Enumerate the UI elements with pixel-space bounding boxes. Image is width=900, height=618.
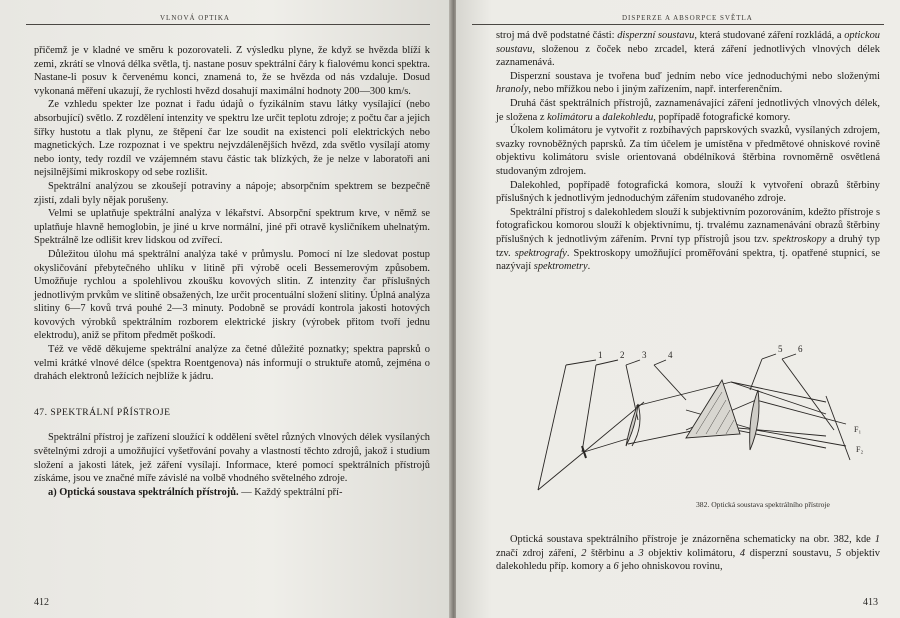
- leader-line: [538, 365, 566, 490]
- italic-term: dalekohledu: [602, 111, 654, 123]
- italic-term: hranoly: [496, 84, 529, 96]
- leader-line: [654, 360, 666, 365]
- text-run: , složenou z čoček nebo zrcadel, která záření jednotlivých vlnových délek zaznamenává.: [496, 43, 880, 69]
- telescope-lens: [750, 390, 759, 450]
- italic-number: 4: [739, 547, 746, 559]
- leader-line: [782, 354, 796, 359]
- text-run: a druhý typ tzv.: [496, 233, 880, 259]
- italic-term: optickou soustavu: [496, 30, 880, 55]
- figure-label: 5: [778, 344, 783, 354]
- section-heading: 47. SPEKTRÁLNÍ PŘÍSTROJE: [34, 406, 171, 418]
- text-run: štěrbinu a: [586, 547, 639, 559]
- leader-line: [750, 359, 762, 390]
- text-run: Disperzní soustava je tvořena buď jedním nebo více jednoduchými nebo složenými: [510, 70, 880, 82]
- left-header-rule: [26, 24, 430, 25]
- figure-caption: 382. Optická soustava spektrálního přístroje: [696, 500, 830, 509]
- list-item: [34, 486, 430, 500]
- leader-line: [582, 365, 596, 452]
- ray: [731, 382, 826, 402]
- text-run: , popřípadě fotografické komory.: [653, 111, 791, 123]
- text-run: Druhá část spektrálních přístrojů, zaznamenávající záření jednotlivých vlnových délek, je složena z: [496, 97, 880, 123]
- text-run: Spektrální přístroj s dalekohledem slouží k subjektivním pozorováním, kdežto přístroje s fotografickou komorou slouží k objektivnímu, tj. trvalému zaznamenávání obrazů štěrbiny příslušných k jednotlivým zářením. První typ přístrojů jsou tzv.: [496, 206, 880, 245]
- left-paragraph: Spektrální přístroj je zařízení sloužící k oddělení světel různých vlnových délek vysílaných světelnými zdroji a umožňující vyšetřování povahy a vlastností těchto zdrojů, jakož i studium složení a jakosti látek, jež záření vysílají. Informace, které pomocí spektrálních přístrojů získáme, jsou ve značné míře závislé na volbě vhodného světelného zdroje.: [34, 432, 430, 485]
- left-body-text: [34, 44, 430, 499]
- ray: [584, 438, 630, 452]
- text-run: značí zdroj záření,: [496, 547, 582, 559]
- collimator-lens: [626, 404, 638, 446]
- italic-number: 3: [638, 547, 644, 559]
- text-run: a: [592, 111, 603, 123]
- italic-number: 6: [613, 561, 619, 573]
- right-header-rule: [472, 24, 884, 25]
- dispersing-prism: [686, 380, 740, 438]
- left-running-head: VLNOVÁ OPTIKA: [160, 14, 230, 22]
- left-paragraph: Důležitou úlohu má spektrální analýza také v průmyslu. Pomocí ní lze sledovat postup okysličování přebytečného uhlíku v litině při výrobě oceli Bessemerovým způsobem. Umožňuje rychlou a spolehlivou zkoušku kovových slitin. Z intenzity čar příslušných jednotlivým prvkům ve slitině obsažených, lze určit procentuální složení slitiny. Úplná analýza slitiny 6—7 kovů trvá pouhé 2—3 minuty. Podobně se provádí kontrola jakosti hotových kovových výrobků spektrálním rozborem elektrické jiskry (výrobek přitom tvoří jednu elektrodu), aniž se přitom předmět poškodí.: [34, 248, 430, 342]
- text-run: Optická soustava spektrálního přístroje je znázorněna schematicky na obr. 382, kde: [510, 534, 875, 545]
- leader-line: [566, 360, 596, 365]
- right-paragraph: Dalekohled, popřípadě fotografická komora, slouží k vytvoření obrazů štěrbiny příslušných k jednotlivým jednoduchým zářením studovaného zdroje.: [496, 179, 880, 205]
- right-paragraph: [496, 70, 880, 97]
- figure-label: 6: [798, 344, 803, 354]
- text-run: objektiv dalekohledu příp. komory a: [496, 547, 880, 573]
- italic-number: 1: [874, 534, 880, 545]
- figure-label: 3: [642, 350, 647, 360]
- text-run: , nebo mřížkou nebo i jiným zařízením, např. interferenčním.: [528, 84, 783, 96]
- italic-term: spektrometry: [533, 261, 588, 273]
- ray: [731, 382, 826, 414]
- left-paragraph: přičemž je v kladné ve směru k pozorovateli. Z výsledku plyne, že když se hvězda blíží k zemi, zkrátí se vlnová délka světla, tj. nastane posuv spektrální čáry k fialovému konci spektra. Nastane-li posuv k červenému konci, znamená to, že se hvězda od nás vzdaluje. Dosud vykonaná měření ukazují, že rychlosti hvězd dosahují maximální hodnoty 200—300 km/s.: [34, 45, 430, 97]
- right-paragraph: [496, 29, 880, 70]
- right-page-number: 413: [863, 597, 878, 608]
- right-body-text: [496, 29, 880, 274]
- text-run: objektiv kolimátoru,: [643, 547, 740, 559]
- left-paragraph: Spektrální analýzou se zkoušejí potraviny a nápoje; absorpčním spektrem se bezpečně zjistí, zdali byly nějak porušeny.: [34, 180, 430, 206]
- right-running-head: DISPERZE A ABSORPCE SVĚTLA: [622, 14, 753, 22]
- list-item-label: a) Optická soustava spektrálních přístrojů.: [48, 486, 239, 498]
- ray: [756, 430, 846, 446]
- right-paragraph: Úkolem kolimátoru je vytvořit z rozbíhavých paprskových svazků, vysílaných zdrojem, svazky rovnoběžných paprsků. Za tím účelem je umístěna v předmětové ohniskové rovině objektivu kolimátoru svisle orientovaná obdélníková štěrbina rovnoměrně osvětlená studovaným zdrojem.: [496, 125, 880, 177]
- right-paragraph: [496, 533, 880, 574]
- figure-label: 1: [598, 350, 603, 360]
- left-page-number: 412: [34, 597, 49, 608]
- ray-label: F₂: [856, 445, 864, 454]
- ray: [584, 402, 644, 452]
- right-paragraph: [496, 97, 880, 124]
- focal-plane: [826, 396, 850, 460]
- text-run: disperzní soustavu,: [745, 547, 837, 559]
- left-paragraph: Velmi se uplatňuje spektrální analýza v lékařství. Absorpční spektrum krve, v němž se uplatňuje hlavně hemoglobin, je jiné u krve normální, jiné při otravě kysličníkem uhelnatým. Spektrálně lze odlišit krev lidskou od zvířecí.: [34, 208, 430, 247]
- text-run: . Spektroskopy umožňující proměřování spektra, tj. opatřené stupnicí, se nazývají: [496, 247, 880, 273]
- left-paragraph: Ze vzhledu spekter lze poznat i řadu údajů o fyzikálním stavu látky vysílající (nebo absorbující) světlo. Z rozdělení intenzity ve spektru lze určit teplotu zdroje; z počtu čar a jejich šířky hustotu a tlak plynu, ze štěpení čar lze soudit na existenci polí elektrických nebo magnetických. Lze rozpoznat i ve spektru nejvzdálenějších hvězd, zda světlo vysílají atomy nebo ionty, tedy rozdíl ve vzájemném stavu částic tak blízkých, že je nelze v laboratoři ani nejsilnějšími mikroskopy od sebe rozlišit.: [34, 99, 430, 179]
- figure-label: 2: [620, 350, 625, 360]
- ray-label: F₁: [854, 425, 862, 434]
- text-run: jeho ohniskovou rovinu,: [618, 561, 723, 573]
- text-run: .: [587, 261, 591, 273]
- list-item-text: — Každý spektrální pří-: [238, 486, 343, 498]
- figure-label: 4: [668, 350, 673, 360]
- leader-line: [762, 354, 776, 359]
- ray: [756, 400, 846, 424]
- italic-term: spektroskopy: [772, 233, 827, 245]
- right-body-text-after-figure: [496, 533, 880, 574]
- text-run: stroj má dvě podstatné části:: [496, 30, 618, 41]
- text-run: , která studované záření rozkládá, a: [694, 30, 845, 41]
- italic-term: kolimátoru: [547, 111, 593, 123]
- italic-number: 5: [836, 547, 842, 559]
- spectral-instrument-diagram: [526, 340, 886, 500]
- leader-line: [626, 360, 640, 365]
- left-paragraph: Též ve vědě děkujeme spektrální analýze za četné důležité poznatky; spektra paprsků o velmi krátké vlnové délce (spektra Roentgenova) nás informují o struktuře atomů, zejména o drahách elektronů ležících nejblíže k jádru.: [34, 344, 430, 383]
- italic-term: spektrografy: [514, 247, 567, 259]
- leader-line: [596, 360, 618, 365]
- right-paragraph: [496, 206, 880, 274]
- italic-number: 2: [581, 547, 587, 559]
- right-page: [456, 0, 900, 618]
- italic-term: disperzní soustavu: [617, 30, 695, 41]
